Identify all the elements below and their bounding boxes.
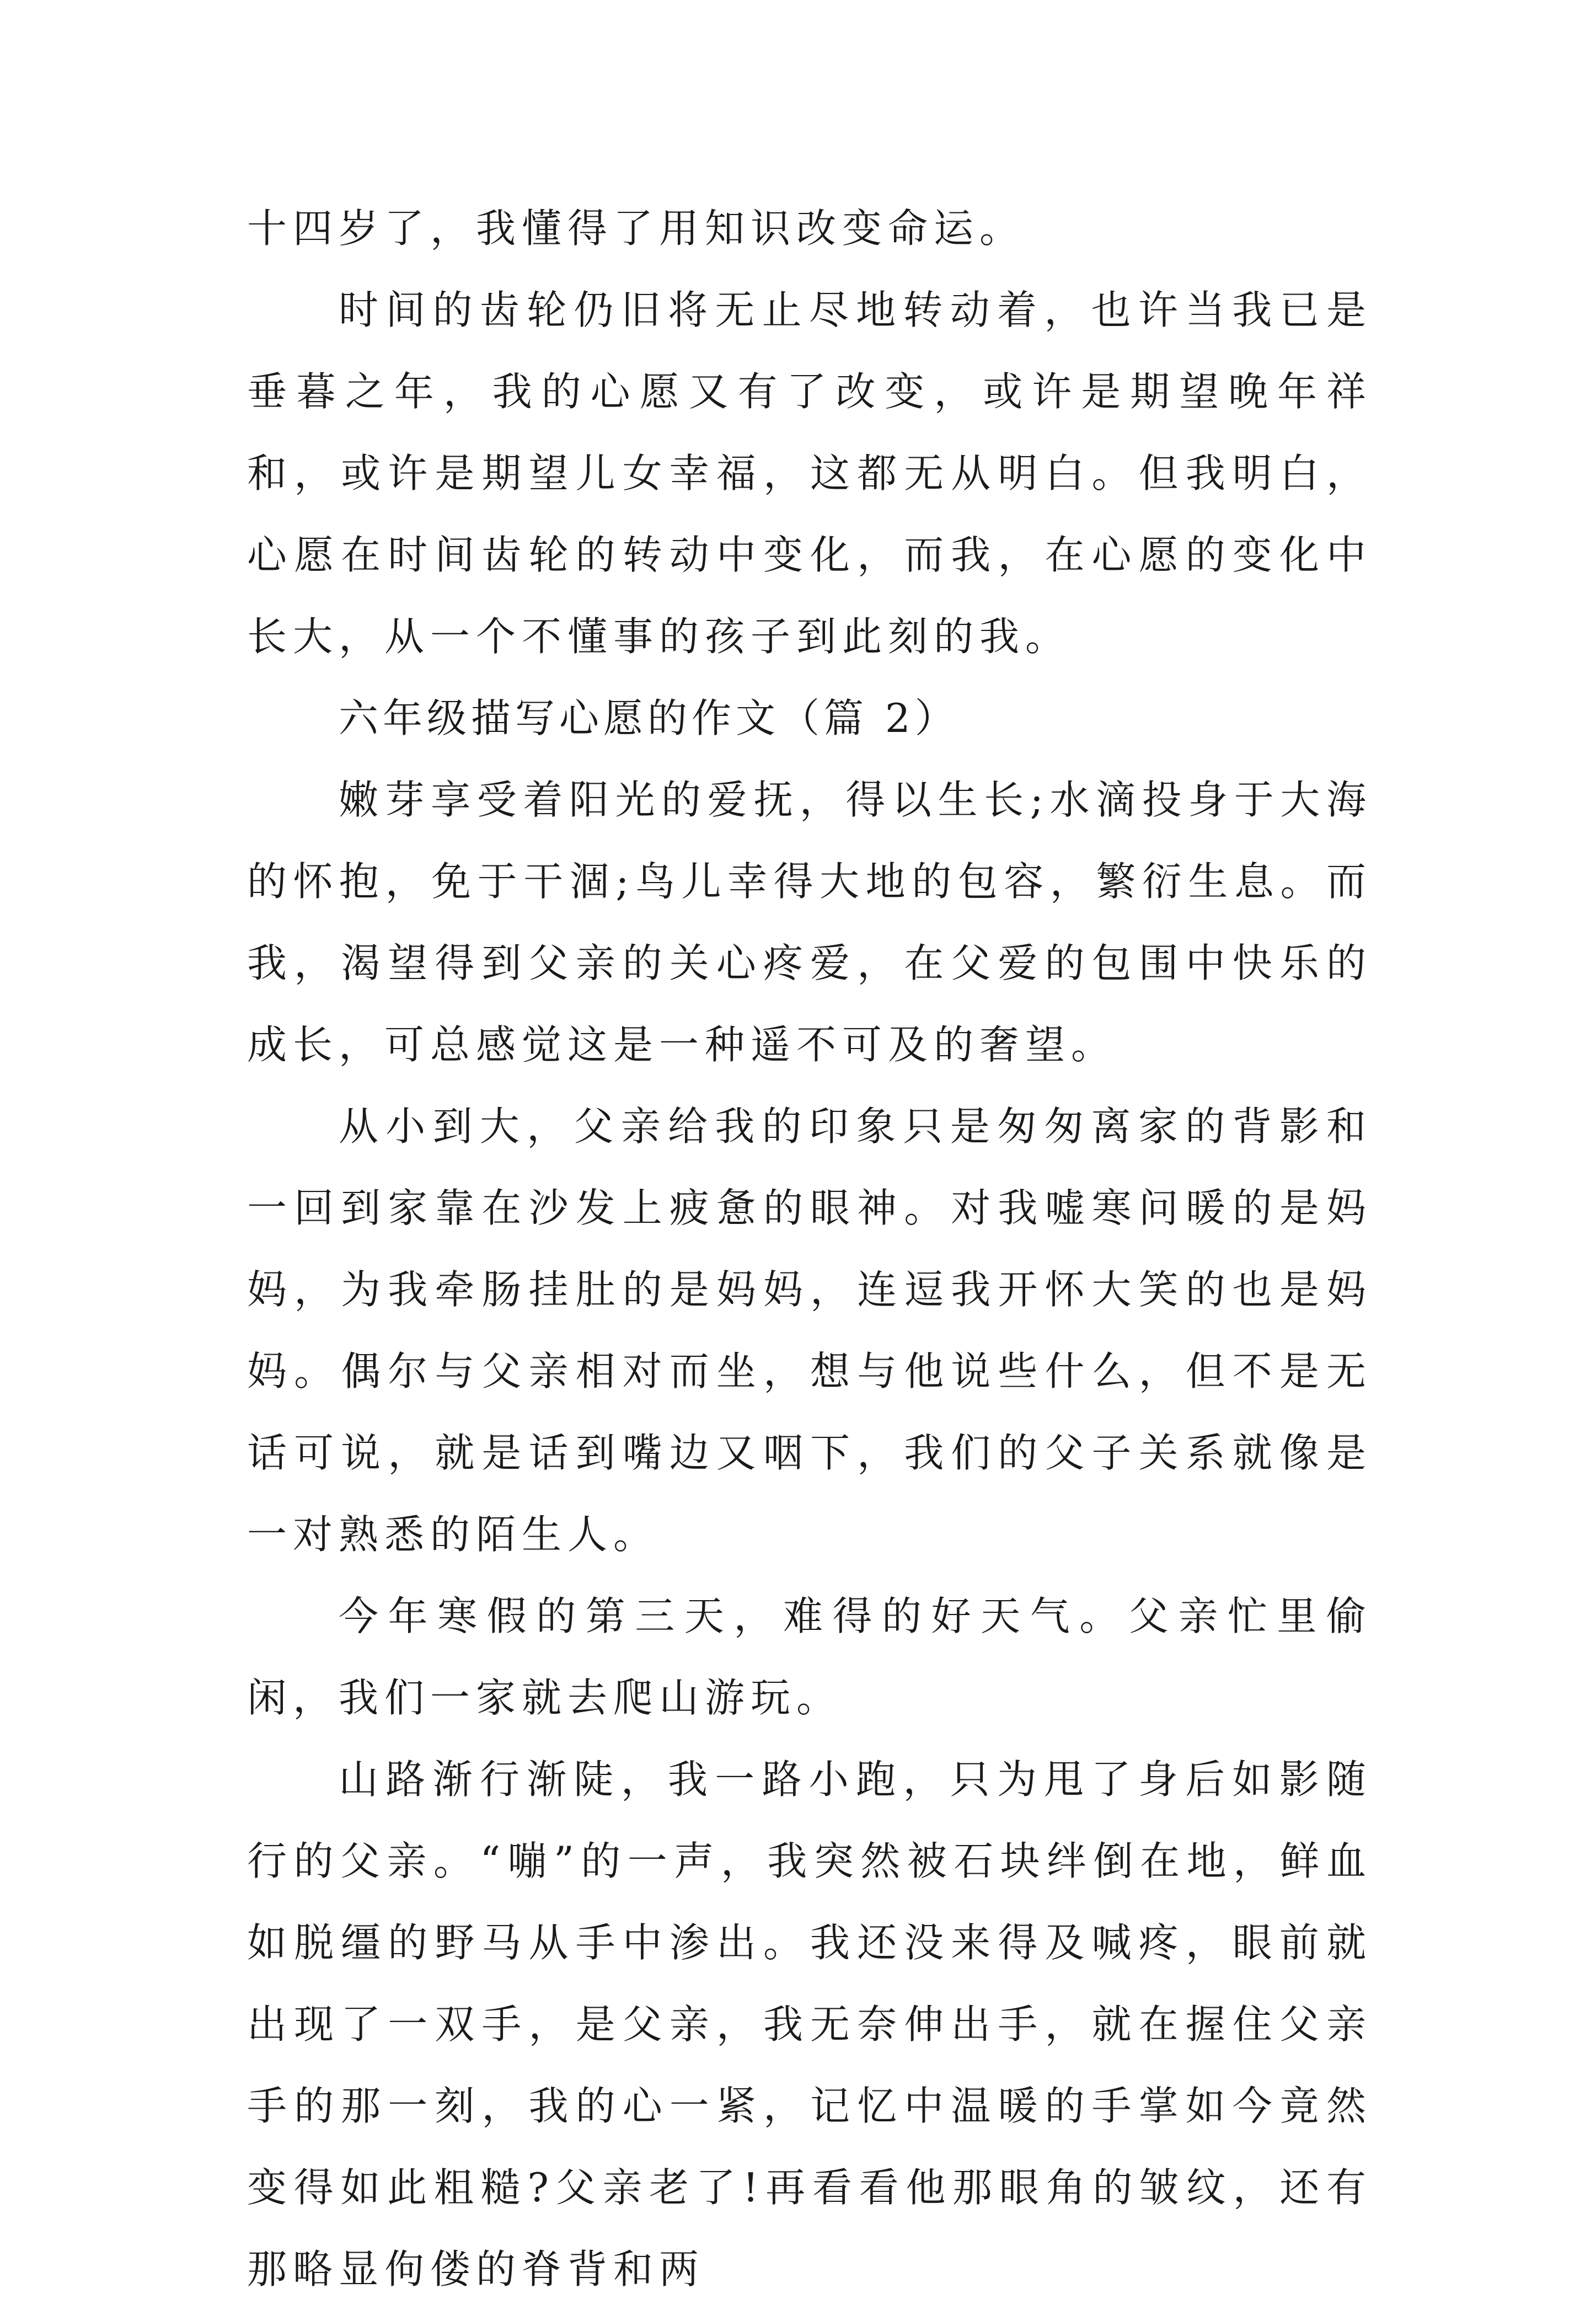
- paragraph-6: 山路渐行渐陡，我一路小跑，只为甩了身后如影随行的父亲。“嘣”的一声，我突然被石块绊倒在地，鲜血如脱缰的野马从手中渗出。我还没来得及喊疼，眼前就出现了一双手，是父亲，我无奈伸出手，就在握住父亲手的那一刻，我的心一紧，记忆中温暖的手掌如今竟然变得如此粗糙?父亲老了!再看看他那眼角的皱纹，还有那略显佝偻的脊背和两: [247, 1756, 1372, 2292]
- paragraph-1: 十四岁了，我懂得了用知识改变命运。: [247, 205, 1026, 252]
- paragraph-5: 今年寒假的第三天，难得的好天气。父亲忙里偷闲，我们一家就去爬山游玩。: [247, 1593, 1372, 1721]
- body-text: [247, 188, 1372, 2310]
- paragraph-4: 从小到大，父亲给我的印象只是匆匆离家的背影和一回到家靠在沙发上疲惫的眼神。对我嘘寒问暖的是妈妈，为我牵肠挂肚的是妈妈，连逗我开怀大笑的也是妈妈。偶尔与父亲相对而坐，想与他说些什么，但不是无话可说，就是话到嘴边又咽下，我们的父子关系就像是一对熟悉的陌生人。: [247, 1103, 1372, 1558]
- paragraph-2: 时间的齿轮仍旧将无止尽地转动着，也许当我已是垂暮之年，我的心愿又有了改变，或许是期望晚年祥和，或许是期望儿女幸福，这都无从明白。但我明白，心愿在时间齿轮的转动中变化，而我，在心愿的变化中长大，从一个不懂事的孩子到此刻的我。: [247, 287, 1372, 660]
- section-heading: 六年级描写心愿的作文（篇 2）: [339, 695, 959, 741]
- paragraph-3: 嫩芽享受着阳光的爱抚，得以生长;水滴投身于大海的怀抱，免于干涸;鸟儿幸得大地的包容，繁衍生息。而我，渴望得到父亲的关心疼爱，在父爱的包围中快乐的成长，可总感觉这是一种遥不可及的奢望。: [247, 777, 1372, 1068]
